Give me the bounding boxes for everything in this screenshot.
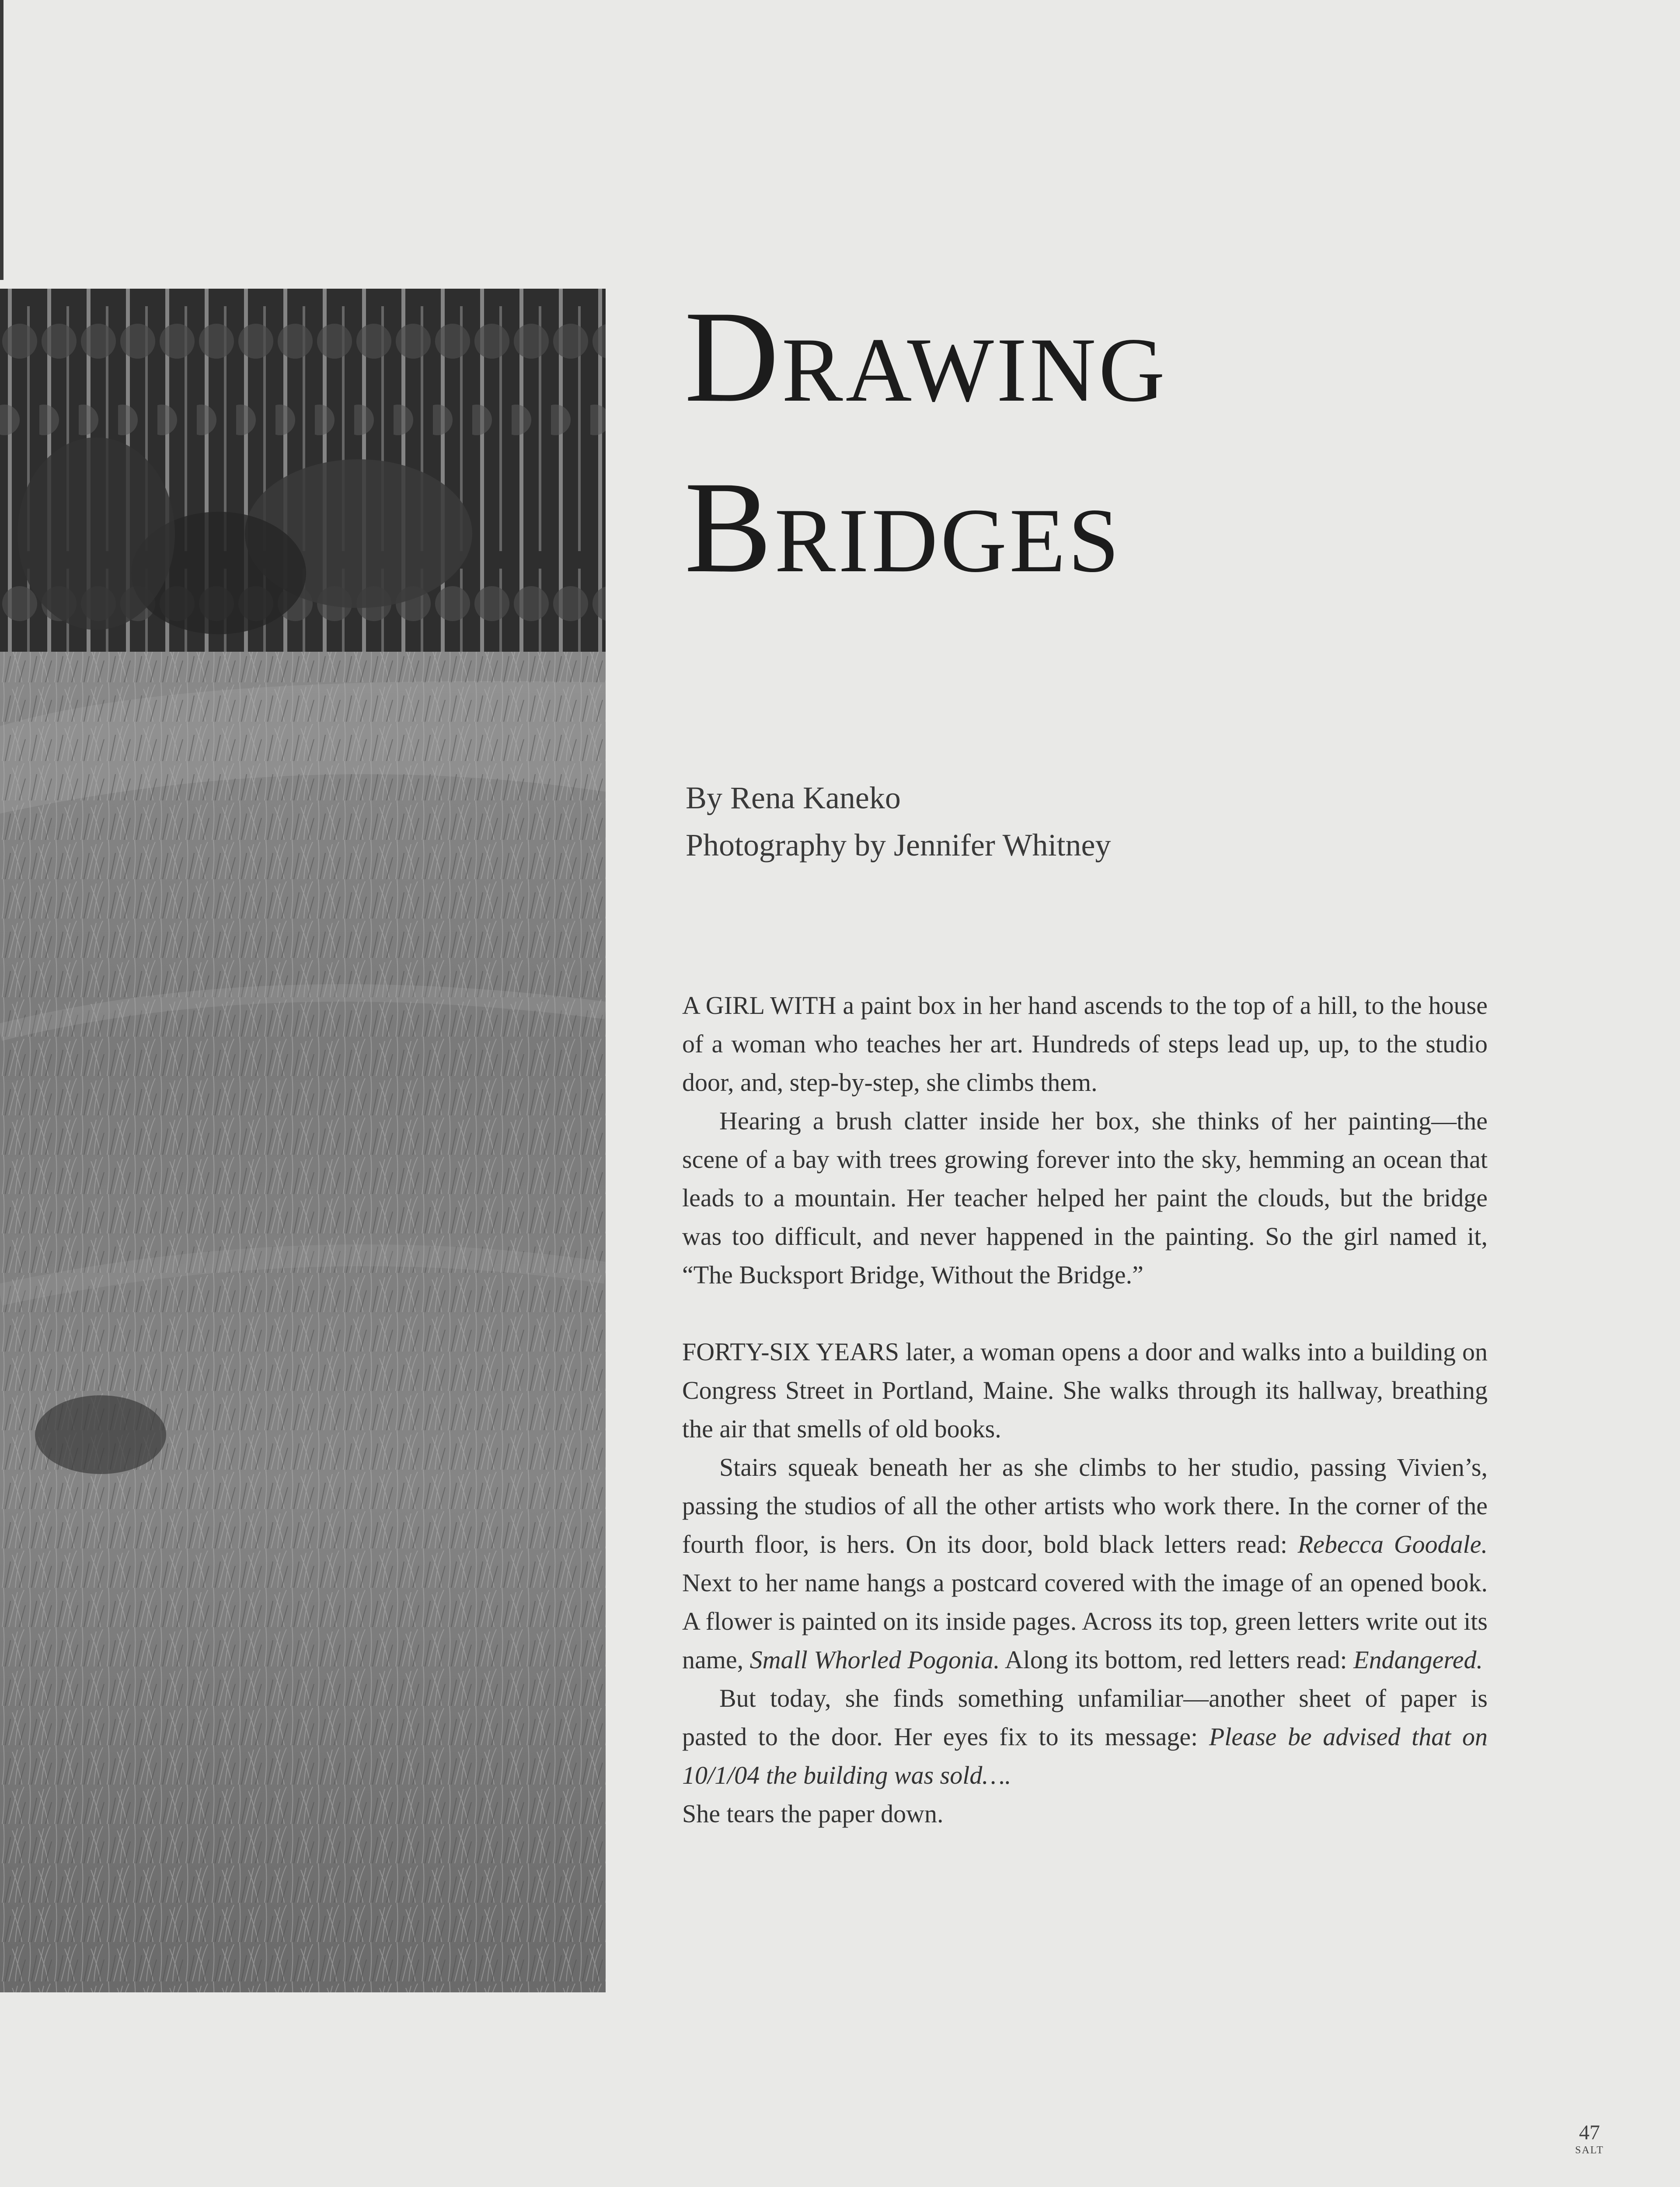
page-number: 47 — [1579, 2121, 1600, 2144]
paragraph-text: But today, she finds something unfamiliar—another sheet of paper is pasted to the door. Her eyes fix to its message: — [682, 1684, 1488, 1751]
emphasis-endangered: Endangered. — [1353, 1645, 1483, 1674]
paragraph — [682, 1333, 1488, 1448]
paragraph-text: later, a woman opens a door and walks into a building on Congress Street in Portland, Maine. She walks through its hallway, breathing the air that smells of old books. — [682, 1338, 1488, 1443]
article-title — [684, 271, 1646, 612]
photography-credit: Photography by Jennifer Whitney — [686, 828, 1111, 863]
article-body — [682, 986, 1488, 1833]
emphasis-notice: Please be advised that on 10/1/04 the building was sold…. — [682, 1722, 1488, 1789]
paragraph: Hearing a brush clatter inside her box, she thinks of her painting—the scene of a bay with trees growing forever into the sky, hemming an ocean that leads to a mountain. Her teacher helped her paint the clouds, but the bridge was too difficult, and never happened in the painting. So the girl named it, “The Bucksport Bridge, Without the Bridge.” — [682, 1107, 1488, 1289]
paragraph — [682, 1448, 1488, 1679]
page-folio — [1563, 2121, 1616, 2156]
byline — [686, 774, 1560, 869]
paragraph — [682, 986, 1488, 1102]
emphasis-flower: Small Whorled Pogonia. — [749, 1645, 1000, 1674]
lead-in: FORTY-SIX YEARS — [682, 1338, 899, 1366]
paragraph-text: Next to her name hangs a postcard covered with the image of an opened book. A flower is painted on its inside pages. Across its top, green letters write out its name, — [682, 1569, 1488, 1674]
paragraph-text: a paint box in her hand ascends to the top of a hill, to the house of a woman who teaches her art. Hundreds of steps lead up, up, to the studio door, and, step-by-step, she climbs them. — [682, 991, 1488, 1097]
author-credit: By Rena Kaneko — [686, 780, 901, 815]
paragraph-text: Along its bottom, red letters read: — [1000, 1645, 1354, 1674]
magazine-name: SALT — [1575, 2145, 1604, 2156]
photo-artwork — [0, 289, 606, 1992]
paragraph-text: Stairs squeak beneath her as she climbs to her studio, passing Vivien’s, passing the studios of all the other artists who work there. In the corner of the fourth floor, is hers. On its door, bold black letters read: — [682, 1453, 1488, 1558]
paragraph — [682, 1679, 1488, 1795]
paragraph: She tears the paper down. — [682, 1799, 944, 1828]
grass-field-photograph — [0, 289, 606, 1992]
emphasis-name: Rebecca Goodale. — [1297, 1530, 1488, 1558]
binding-edge — [0, 0, 3, 280]
lead-in: A GIRL WITH — [682, 991, 837, 1020]
title-line-2: Bridges — [684, 454, 1122, 600]
title-line-1: Drawing — [684, 284, 1168, 429]
